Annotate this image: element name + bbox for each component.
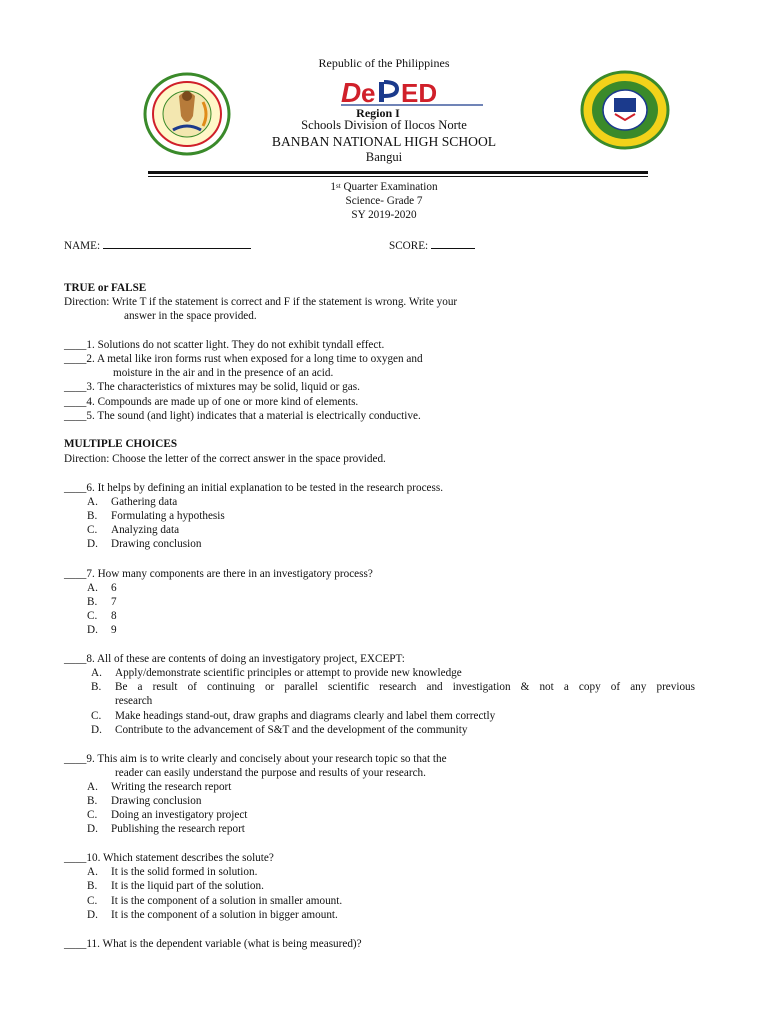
name-field[interactable] xyxy=(64,238,251,253)
question-11: ____11. What is the dependent variable (what is being measured)? xyxy=(64,938,362,950)
option-letter: A. xyxy=(87,866,98,878)
header-rule-thick xyxy=(148,171,648,174)
option-letter: B. xyxy=(87,510,98,522)
region-line: Region I xyxy=(356,106,400,120)
q10-option-c: It is the component of a solution in smaller amount. xyxy=(111,895,343,907)
subject-line: Science- Grade 7 xyxy=(345,195,423,207)
q6-option-a: Gathering data xyxy=(111,496,178,508)
q10-option-b: It is the liquid part of the solution. xyxy=(111,880,264,892)
option-letter: A. xyxy=(87,496,98,508)
option-letter: D. xyxy=(87,909,98,921)
tf-direction: Direction: Write T if the statement is correct and F if the statement is wrong. Write your xyxy=(64,296,458,308)
option-letter: B. xyxy=(87,795,98,807)
name-blank[interactable] xyxy=(103,238,251,249)
mc-heading: MULTIPLE CHOICES xyxy=(64,438,178,450)
q9-option-c: Doing an investigatory project xyxy=(111,809,248,821)
option-letter: A. xyxy=(87,781,98,793)
q10-option-a: It is the solid formed in solution. xyxy=(111,866,258,878)
question-9-cont: reader can easily understand the purpose and results of your research. xyxy=(115,767,426,779)
q8-option-a: Apply/demonstrate scientific principles or attempt to provide new knowledge xyxy=(115,667,462,679)
division-line: Schools Division of Ilocos Norte xyxy=(301,118,467,132)
option-letter: C. xyxy=(91,710,102,722)
option-letter: C. xyxy=(87,610,98,622)
tf-direction-cont: answer in the space provided. xyxy=(124,310,257,322)
svg-text:e: e xyxy=(361,78,376,108)
question-6: ____6. It helps by defining an initial explanation to be tested in the research process. xyxy=(64,482,444,494)
q6-option-b: Formulating a hypothesis xyxy=(111,510,225,522)
option-letter: D. xyxy=(91,724,102,736)
q8-option-c: Make headings stand-out, draw graphs and diagrams clearly and label them correctly xyxy=(115,710,496,722)
deped-wordmark-logo xyxy=(339,78,485,108)
option-letter: D. xyxy=(87,538,98,550)
tf-item-2-cont: moisture in the air and in the presence of an acid. xyxy=(113,367,334,379)
score-field[interactable] xyxy=(389,238,475,253)
school-name: BANBAN NATIONAL HIGH SCHOOL xyxy=(271,134,497,149)
score-label: SCORE: xyxy=(389,240,429,252)
q6-option-d: Drawing conclusion xyxy=(111,538,202,550)
tf-item-1: ____1. Solutions do not scatter light. They do not exhibit tyndall effect. xyxy=(64,339,385,351)
question-8: ____8. All of these are contents of doing an investigatory project, EXCEPT: xyxy=(64,653,405,665)
option-letter: C. xyxy=(87,895,98,907)
option-letter: D. xyxy=(87,823,98,835)
q9-option-b: Drawing conclusion xyxy=(111,795,202,807)
tf-item-2: ____2. A metal like iron forms rust when exposed for a long time to oxygen and xyxy=(64,353,423,365)
tf-item-3: ____3. The characteristics of mixtures may be solid, liquid or gas. xyxy=(64,381,360,393)
option-letter: C. xyxy=(87,809,98,821)
q8-option-b-cont: research xyxy=(115,695,153,707)
option-letter: B. xyxy=(91,681,102,693)
q8-option-d: Contribute to the advancement of S&T and the development of the community xyxy=(115,724,468,736)
town-line: Bangui xyxy=(365,150,403,164)
tf-item-5: ____5. The sound (and light) indicates that a material is electrically conductive. xyxy=(64,410,421,422)
q7-option-d: 9 xyxy=(111,624,117,636)
svg-text:ED: ED xyxy=(401,78,438,108)
mc-direction: Direction: Choose the letter of the correct answer in the space provided. xyxy=(64,453,386,465)
school-year-line: SY 2019-2020 xyxy=(351,209,417,221)
name-label: NAME: xyxy=(64,240,101,252)
option-letter: A. xyxy=(87,582,98,594)
option-letter: C. xyxy=(87,524,98,536)
option-letter: A. xyxy=(91,667,102,679)
option-letter: B. xyxy=(87,880,98,892)
question-10: ____10. Which statement describes the solute? xyxy=(64,852,274,864)
quarter-line: 1st Quarter Examination xyxy=(330,181,438,193)
question-9: ____9. This aim is to write clearly and concisely about your research topic so that the xyxy=(64,753,447,765)
header-rule-thin xyxy=(148,176,648,177)
q7-option-b: 7 xyxy=(111,596,117,608)
option-letter: B. xyxy=(87,596,98,608)
q10-option-d: It is the component of a solution in bigger amount. xyxy=(111,909,338,921)
score-blank[interactable] xyxy=(431,238,475,249)
republic-line: Republic of the Philippines xyxy=(318,56,450,70)
question-7: ____7. How many components are there in an investigatory process? xyxy=(64,568,373,580)
q9-option-d: Publishing the research report xyxy=(111,823,245,835)
q8-option-b: Be a result of continuing or parallel scientific research and investigation & not a copy of any previous xyxy=(115,681,695,693)
tf-heading: TRUE or FALSE xyxy=(64,282,147,294)
tf-item-4: ____4. Compounds are made up of one or more kind of elements. xyxy=(64,396,359,408)
q7-option-a: 6 xyxy=(111,582,117,594)
q6-option-c: Analyzing data xyxy=(111,524,180,536)
q7-option-c: 8 xyxy=(111,610,117,622)
svg-text:D: D xyxy=(341,78,362,108)
option-letter: D. xyxy=(87,624,98,636)
q9-option-a: Writing the research report xyxy=(111,781,232,793)
